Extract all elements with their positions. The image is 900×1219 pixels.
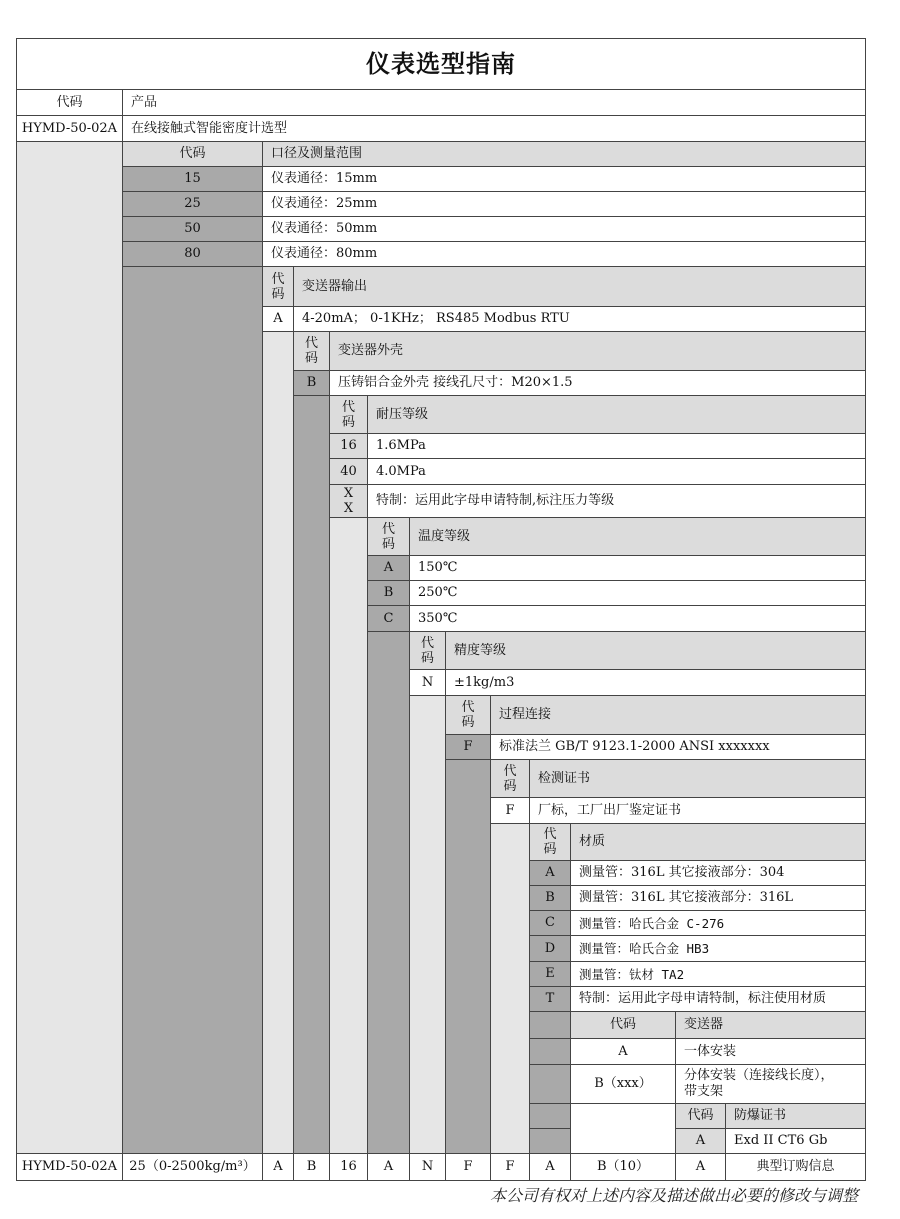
- bore-code-80: 80: [122, 241, 263, 267]
- certificate-code-header: 代 码: [490, 759, 530, 798]
- pressure-code-xx: X X: [329, 484, 368, 518]
- connection-desc-f: 标准法兰 GB/T 9123.1-2000 ANSI xxxxxxx: [490, 734, 866, 760]
- explosion-left-shade-2: [529, 1128, 571, 1154]
- certificate-code-f: F: [490, 797, 530, 824]
- material-code-t: T: [529, 986, 571, 1012]
- transmitter-desc-b: 分体安装（连接线长度）， 带支架: [675, 1064, 866, 1104]
- output-title: 变送器输出: [293, 266, 866, 307]
- temperature-code-b: B: [367, 580, 410, 606]
- example-bore: 25（0-2500kg/m³）: [122, 1153, 263, 1181]
- material-code-d: D: [529, 935, 571, 962]
- temperature-desc-c: 350℃: [409, 605, 866, 632]
- certificate-title: 检测证书: [529, 759, 866, 798]
- bore-code-50: 50: [122, 216, 263, 242]
- pressure-desc-16: 1.6MPa: [367, 433, 866, 459]
- housing-code-header: 代 码: [293, 331, 330, 371]
- temperature-code-c: C: [367, 605, 410, 632]
- housing-column-filler: [293, 395, 330, 1154]
- temperature-code-a: A: [367, 555, 410, 581]
- example-temperature: A: [367, 1153, 410, 1181]
- bore-code-header: 代码: [122, 141, 263, 167]
- bore-desc-15: 仪表通径：15mm: [262, 166, 866, 192]
- transmitter-left-shade-2: [529, 1038, 571, 1065]
- transmitter-desc-a: 一体安装: [675, 1038, 866, 1065]
- transmitter-title: 变送器: [675, 1011, 866, 1039]
- bore-column-filler: [122, 266, 263, 1154]
- output-code-a: A: [262, 306, 294, 332]
- connection-column-filler: [445, 759, 491, 1154]
- example-certificate: F: [490, 1153, 530, 1181]
- certificate-column-filler: [490, 823, 530, 1154]
- connection-code-header: 代 码: [445, 695, 491, 735]
- connection-code-f: F: [445, 734, 491, 760]
- temperature-column-filler: [367, 631, 410, 1154]
- output-desc-a: 4-20mA； 0-1KHz； RS485 Modbus RTU: [293, 306, 866, 332]
- material-desc-b: 测量管：316L 其它接液部分：316L: [570, 885, 866, 911]
- bore-desc-50: 仪表通径：50mm: [262, 216, 866, 242]
- example-accuracy: N: [409, 1153, 446, 1181]
- material-code-header: 代 码: [529, 823, 571, 861]
- certificate-desc-f: 厂标，工厂出厂鉴定证书: [529, 797, 866, 824]
- accuracy-code-header: 代 码: [409, 631, 446, 670]
- transmitter-code-b: B（xxx）: [570, 1064, 676, 1104]
- explosion-code-a: A: [675, 1128, 726, 1154]
- pressure-code-header: 代 码: [329, 395, 368, 434]
- material-code-b: B: [529, 885, 571, 911]
- bore-code-25: 25: [122, 191, 263, 217]
- accuracy-column-filler: [409, 695, 446, 1154]
- transmitter-left-shade-1: [529, 1011, 571, 1039]
- transmitter-code-header: 代码: [570, 1011, 676, 1039]
- bore-desc-25: 仪表通径：25mm: [262, 191, 866, 217]
- explosion-title: 防爆证书: [725, 1103, 866, 1129]
- pressure-code-40: 40: [329, 458, 368, 485]
- material-code-e: E: [529, 961, 571, 987]
- material-desc-t: 特制：运用此字母申请特制，标注使用材质: [570, 986, 866, 1012]
- example-pressure: 16: [329, 1153, 368, 1181]
- explosion-spacer: [570, 1103, 676, 1154]
- pressure-desc-40: 4.0MPa: [367, 458, 866, 485]
- header-product: 产品: [122, 89, 866, 116]
- temperature-desc-a: 150℃: [409, 555, 866, 581]
- temperature-title: 温度等级: [409, 517, 866, 556]
- transmitter-code-a: A: [570, 1038, 676, 1065]
- accuracy-title: 精度等级: [445, 631, 866, 670]
- header-code: 代码: [16, 89, 123, 116]
- selection-guide-sheet: [16, 38, 866, 1181]
- accuracy-desc-n: ±1kg/m3: [445, 669, 866, 696]
- bore-desc-80: 仪表通径：80mm: [262, 241, 866, 267]
- transmitter-left-shade-3: [529, 1064, 571, 1104]
- footer-disclaimer: 本公司有权对上述内容及描述做出必要的修改与调整: [489, 1186, 858, 1205]
- temperature-desc-b: 250℃: [409, 580, 866, 606]
- explosion-code-header: 代码: [675, 1103, 726, 1129]
- material-desc-a: 测量管：316L 其它接液部分：304: [570, 860, 866, 886]
- example-model: HYMD-50-02A: [16, 1153, 123, 1181]
- example-output: A: [262, 1153, 294, 1181]
- product-model-code: HYMD-50-02A: [16, 115, 123, 142]
- bore-code-15: 15: [122, 166, 263, 192]
- output-code-header: 代 码: [262, 266, 294, 307]
- pressure-code-16: 16: [329, 433, 368, 459]
- pressure-desc-xx: 特制：运用此字母申请特制,标注压力等级: [367, 484, 866, 518]
- temperature-code-header: 代 码: [367, 517, 410, 556]
- material-desc-c: 测量管：哈氏合金 C-276: [570, 910, 866, 936]
- example-label: 典型订购信息: [725, 1153, 866, 1181]
- housing-desc-b: 压铸铝合金外壳 接线孔尺寸：M20×1.5: [329, 370, 866, 396]
- explosion-left-shade-1: [529, 1103, 571, 1129]
- pressure-title: 耐压等级: [367, 395, 866, 434]
- material-title: 材质: [570, 823, 866, 861]
- accuracy-code-n: N: [409, 669, 446, 696]
- material-desc-e: 测量管：钛材 TA2: [570, 961, 866, 987]
- example-transmitter: B（10）: [570, 1153, 676, 1181]
- material-code-c: C: [529, 910, 571, 936]
- housing-title: 变送器外壳: [329, 331, 866, 371]
- material-desc-d: 测量管：哈氏合金 HB3: [570, 935, 866, 962]
- example-connection: F: [445, 1153, 491, 1181]
- connection-title: 过程连接: [490, 695, 866, 735]
- example-material: A: [529, 1153, 571, 1181]
- bore-title: 口径及测量范围: [262, 141, 866, 167]
- explosion-desc-a: Exd II CT6 Gb: [725, 1128, 866, 1154]
- page-title: 仪表选型指南: [16, 38, 866, 90]
- pressure-column-filler: [329, 517, 368, 1154]
- product-name: 在线接触式智能密度计选型: [122, 115, 866, 142]
- material-code-a: A: [529, 860, 571, 886]
- example-housing: B: [293, 1153, 330, 1181]
- example-explosion: A: [675, 1153, 726, 1181]
- output-column-filler: [262, 331, 294, 1154]
- housing-code-b: B: [293, 370, 330, 396]
- left-filler: [16, 141, 123, 1154]
